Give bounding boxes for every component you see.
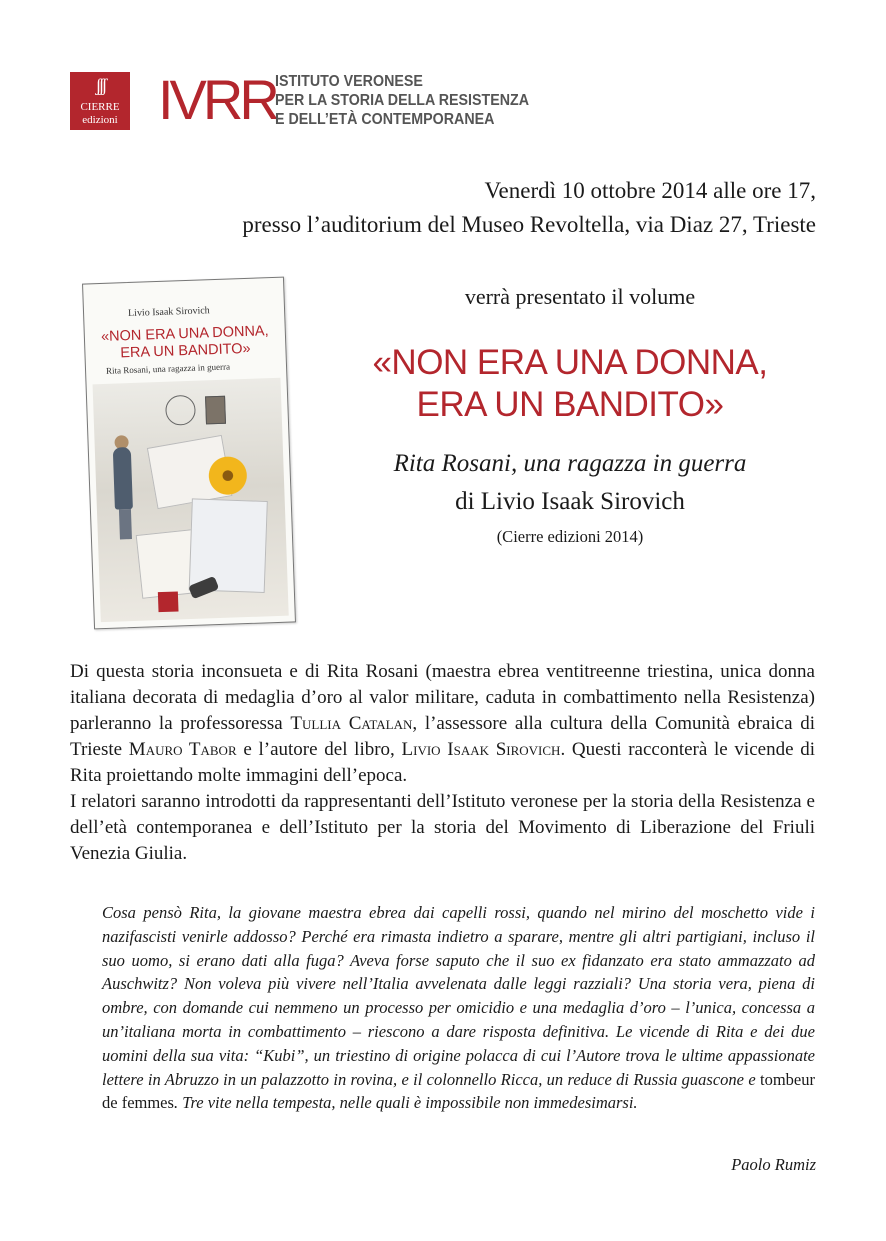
description-paragraph-2: I relatori saranno introdotti da rappresentanti dell’Istituto veronese per la storia della Resistenza e dell’età contemporanea e dell’Istituto per la storia del Movimento di Liberazione del Friuli Venezia Giulia. bbox=[70, 791, 815, 864]
figure-legs bbox=[119, 509, 132, 539]
cierre-logo bbox=[70, 72, 130, 130]
figure-body bbox=[113, 447, 133, 510]
review-quote bbox=[102, 901, 815, 1115]
event-place: presso l’auditorium del Museo Revoltella, via Diaz 27, Trieste bbox=[242, 212, 816, 237]
cierre-logo-name: CIERRE bbox=[80, 101, 120, 113]
book-subtitle: Rita Rosani, una ragazza in guerra bbox=[393, 450, 747, 477]
cierre-mark-icon: ʃʃʃ bbox=[95, 75, 105, 95]
book-cover bbox=[82, 277, 296, 630]
speaker-name: Mauro Tabor bbox=[128, 739, 237, 760]
institute-line-2: PER LA STORIA DELLA RESISTENZA bbox=[275, 92, 530, 109]
cierre-logo-edizioni: edizioni bbox=[70, 114, 130, 126]
quote-signature: Paolo Rumiz bbox=[731, 1155, 816, 1174]
description-text: . Questi racconterà le vicende di Rita proiettando molte immagini dell’epoca. bbox=[70, 739, 815, 786]
institute-line-3: E DELL’ETÀ CONTEMPORANEA bbox=[275, 111, 495, 128]
event-description bbox=[70, 659, 815, 867]
book-title-line-2: ERA UN BANDITO» bbox=[416, 385, 724, 424]
cover-illustration bbox=[93, 378, 289, 622]
event-date: Venerdì 10 ottobre 2014 alle ore 17, bbox=[484, 178, 816, 203]
description-text: e l’autore del libro, bbox=[236, 739, 402, 760]
book-author: di Livio Isaak Sirovich bbox=[455, 488, 685, 515]
cover-title-line-2: ERA UN BANDITO» bbox=[120, 340, 251, 362]
stamp-icon bbox=[205, 396, 226, 425]
book-title-line-1: «NON ERA UNA DONNA, bbox=[372, 343, 768, 382]
description-text: , l’assessore alla cultura della Comunità ebraica di Trieste bbox=[70, 713, 816, 760]
cover-author: Livio Isaak Sirovich bbox=[127, 305, 210, 320]
description-paragraph-1 bbox=[70, 659, 815, 789]
ivrr-logo: IVRR bbox=[158, 68, 276, 131]
publisher-logo-icon bbox=[158, 591, 179, 612]
cover-title-line-1: «NON ERA UNA DONNA, bbox=[100, 323, 269, 345]
book-edition: (Cierre edizioni 2014) bbox=[496, 527, 644, 546]
description-text: Di questa storia inconsueta e di Rita Rosani (maestra ebrea ventitreenne triestina, unica donna italiana decorata di medaglia d’oro al valor militare, caduta in combattimento nella Resistenza) parleranno la professoressa bbox=[70, 661, 815, 734]
cover-subtitle: Rita Rosani, una ragazza in guerra bbox=[105, 361, 231, 376]
speaker-name: Tullia Catalan bbox=[290, 713, 413, 734]
cover-title bbox=[93, 323, 278, 363]
institute-line-1: ISTITUTO VERONESE bbox=[275, 73, 423, 90]
institute-name bbox=[275, 72, 529, 129]
quote-text: Cosa pensò Rita, la giovane maestra ebrea dai capelli rossi, quando nel mirino del moschetto vide i nazifascisti venirle addosso? Perché era rimasta indietro a sparare, mentre gli altri partigiani, incluso il suo uomo, si erano dati alla fuga? Aveva forse saputo che il suo ex fidanzato era stato ammazzato ad Auschwitz? Non voleva più vivere nell’Italia avvelenata dalle leggi razziali? Una storia vera, piena di ombre, con domande cui nemmeno un processo per omicidio e una medaglia d’oro – l’unica, concessa a un’italiana morta in combattimento – riescono a dare risposta definitiva. Le vicende di Rita e dei due uomini della sua vita: “Kubi”, un triestino di origine polacca di cui l’Autore trova le ultime appassionate lettere in Abruzzo in un palazzotto in rovina, e il colonnello Ricca, un reduce di Russia guascone e bbox=[102, 903, 815, 1089]
quote-text: . Tre vite nella tempesta, nelle quali è impossibile non immedesimarsi. bbox=[173, 1093, 638, 1113]
speaker-name: Livio Isaak Sirovich bbox=[401, 739, 561, 760]
envelope-icon bbox=[189, 498, 268, 593]
presentation-intro: verrà presentato il volume bbox=[464, 284, 696, 309]
quote-text: tombeur de femmes bbox=[102, 1069, 815, 1113]
book-title bbox=[320, 342, 820, 426]
